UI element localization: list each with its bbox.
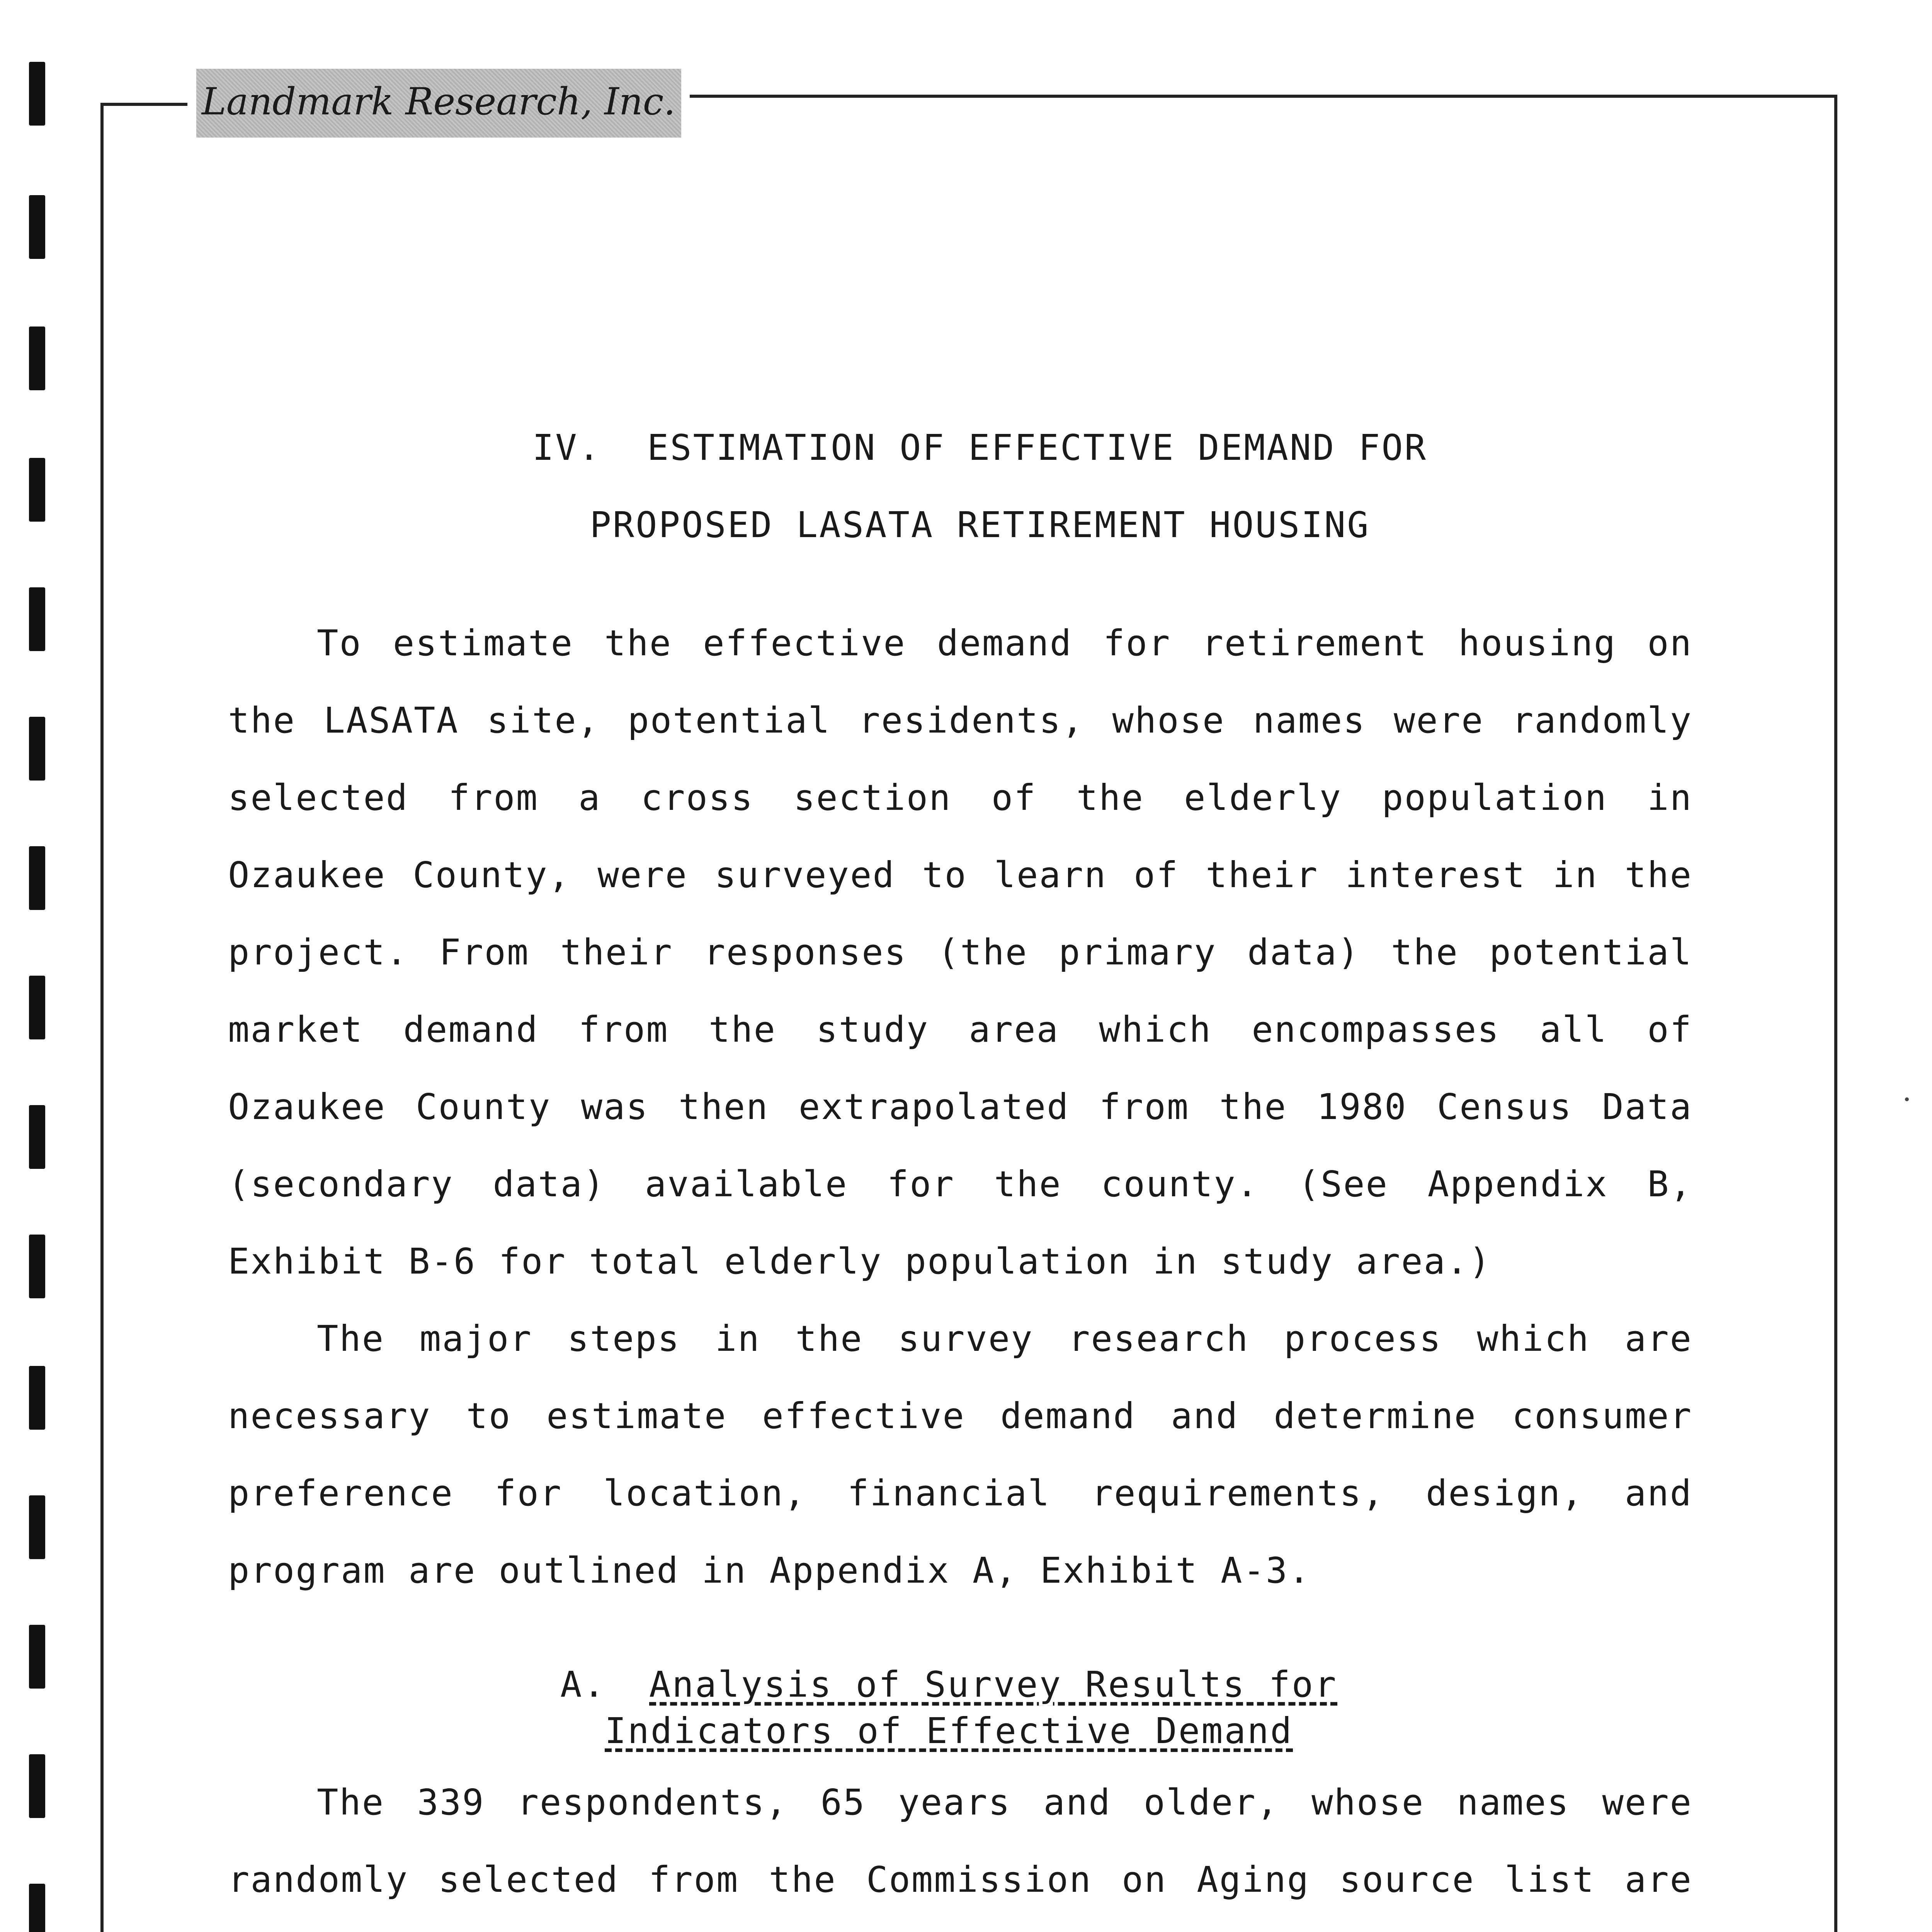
subsection-title-line-2: Indicators of Effective Demand xyxy=(605,1710,1293,1752)
subsection-heading xyxy=(560,1662,1338,1754)
binding-hole-mark xyxy=(29,327,45,390)
binding-hole-mark xyxy=(29,1105,45,1169)
subsection-letter: A. xyxy=(560,1664,606,1705)
binding-hole-mark xyxy=(29,1884,45,1932)
page-frame-left xyxy=(100,103,104,1932)
binding-hole-mark xyxy=(29,717,45,781)
binding-hole-mark xyxy=(29,587,45,651)
subsection-heading-line-1 xyxy=(560,1662,1338,1708)
binding-hole-mark xyxy=(29,1235,45,1298)
binding-hole-mark xyxy=(29,1366,45,1430)
binding-hole-mark xyxy=(29,976,45,1039)
page-frame-top-left xyxy=(100,103,187,106)
body-paragraph-1: To estimate the effective demand for retirement housing on the LASATA site, potential residents, whose names were randomly selected from a cross section of the elderly population in Ozaukee County, were surveyed to learn of their interest in the project. From their responses (the primary data) the potential market demand from the study area which encompasses all of Ozaukee County was then extrapolated from the 1980 Census Data (secondary data) available for the county. (See Appendix B, Exhibit B-6 for total elderly population in study area.) xyxy=(228,622,1692,1282)
company-logo-script xyxy=(196,69,681,138)
binding-hole-mark xyxy=(29,195,45,259)
page-frame-top-right xyxy=(690,95,1837,98)
company-logo-text: Landmark Research, Inc. xyxy=(201,80,676,123)
page-frame-right xyxy=(1834,95,1837,1932)
binding-hole-mark xyxy=(29,846,45,910)
subsection-heading-line-2 xyxy=(560,1708,1338,1754)
scan-speck xyxy=(1905,1097,1909,1101)
section-heading-line-2: PROPOSED LASATA RETIREMENT HOUSING xyxy=(590,504,1370,546)
binding-hole-mark xyxy=(29,1754,45,1818)
body-paragraph-2: The major steps in the survey research process which are necessary to estimate effective demand and determine consumer preference for location, financial requirements, design, and program are outlined in Appendix A, Exhibit A-3. xyxy=(228,1318,1692,1591)
binding-hole-mark xyxy=(29,1495,45,1559)
company-logo xyxy=(196,69,681,138)
binding-hole-mark xyxy=(29,62,45,126)
section-heading-line-1: IV. ESTIMATION OF EFFECTIVE DEMAND FOR xyxy=(532,427,1428,468)
subsection-title-line-1: Analysis of Survey Results for xyxy=(649,1664,1338,1705)
binding-hole-mark xyxy=(29,1625,45,1689)
subsection-paragraph-1: The 339 respondents, 65 years and older, whose names were randomly selected from the Commission on Aging source list are xyxy=(228,1782,1692,1900)
